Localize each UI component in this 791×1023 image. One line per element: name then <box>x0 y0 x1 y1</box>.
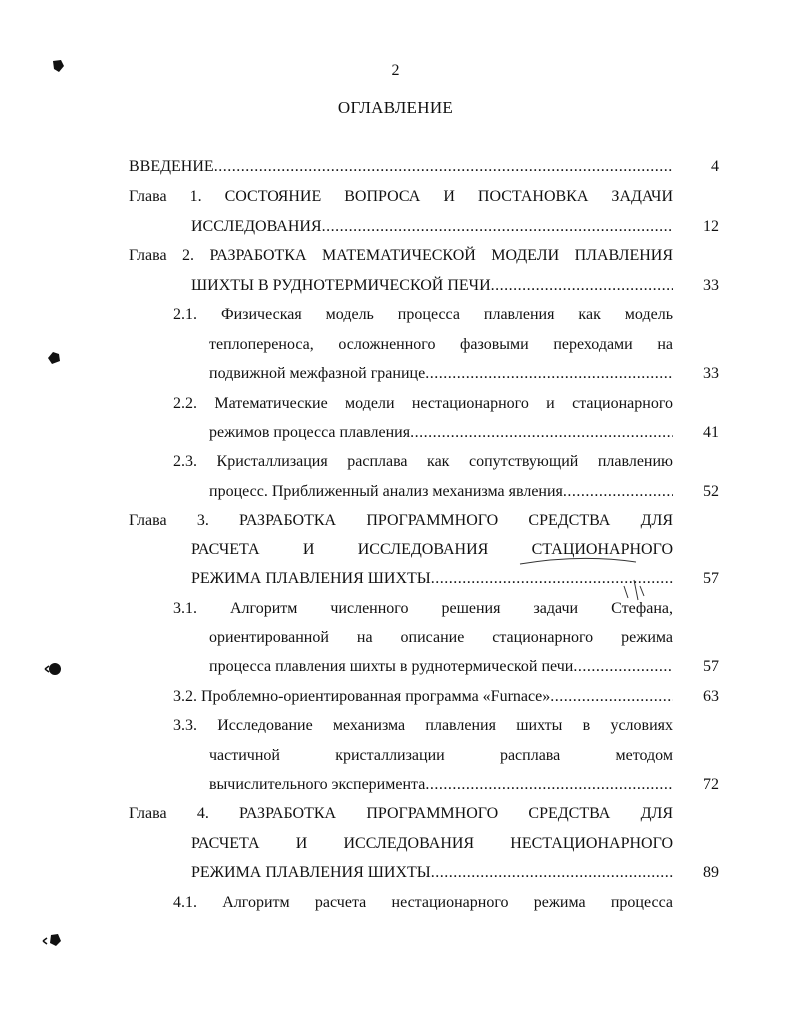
toc-entry-section-2-3: 2.3. Кристаллизация расплава как сопутствующий плавлению <box>173 453 673 470</box>
toc-entry-section-4-1: 4.1. Алгоритм расчета нестационарного режима процесса <box>173 894 673 911</box>
toc-entry-introduction: ВВЕДЕНИЕ ..... <box>129 152 673 182</box>
toc-entry-chapter-2: Глава 2. РАЗРАБОТКА МАТЕМАТИЧЕСКОЙ МОДЕЛИ ПЛАВЛЕНИЯ <box>129 247 673 264</box>
toc-entry-section-3-2: 3.2. Проблемно-ориентированная программа «Furnace» ..... <box>173 682 673 712</box>
toc-title: ОГЛАВЛЕНИЕ <box>337 98 454 117</box>
binder-hole-mark <box>50 58 66 79</box>
toc-entry-section-3-1-cont: ориентированной на описание стационарного режима <box>209 629 673 646</box>
binder-hole-mark <box>42 932 62 953</box>
toc-page-number: 63 <box>703 688 719 705</box>
toc-entry-section-2-3-cont: процесс. Приближенный анализ механизма явления ..... <box>209 477 673 507</box>
toc-entry-section-2-2-cont: режимов процесса плавления ..... <box>209 418 673 448</box>
toc-entry-chapter-3-cont: РАСЧЕТА И ИССЛЕДОВАНИЯ СТАЦИОНАРНОГО <box>191 541 673 558</box>
toc-page-number: 72 <box>703 776 719 793</box>
toc-entry-section-2-1: 2.1. Физическая модель процесса плавления как модель <box>173 306 673 323</box>
toc-page-number: 89 <box>703 864 719 881</box>
toc-entry-chapter-3-cont: РЕЖИМА ПЛАВЛЕНИЯ ШИХТЫ ..... <box>191 564 673 594</box>
toc-page-number: 33 <box>703 365 719 382</box>
toc-page-number: 33 <box>703 277 719 294</box>
toc-page-number: 57 <box>703 570 719 587</box>
toc-entry-section-2-1-cont: подвижной межфазной границе ..... <box>209 359 673 389</box>
toc-page-number: 52 <box>703 483 719 500</box>
toc-entry-chapter-4-cont: РЕЖИМА ПЛАВЛЕНИЯ ШИХТЫ ..... <box>191 858 673 888</box>
toc-page-number: 57 <box>703 658 719 675</box>
toc-entry-chapter-1: Глава 1. СОСТОЯНИЕ ВОПРОСА И ПОСТАНОВКА ЗАДАЧИ <box>129 188 673 205</box>
toc-page-number: 4 <box>711 158 719 175</box>
toc-page-number: 41 <box>703 424 719 441</box>
binder-hole-mark <box>44 661 62 682</box>
toc-entry-section-3-3-cont: частичной кристаллизации расплава методом <box>209 747 673 764</box>
toc-entry-chapter-4: Глава 4. РАЗРАБОТКА ПРОГРАММНОГО СРЕДСТВА ДЛЯ <box>129 805 673 822</box>
toc-entry-chapter-3: Глава 3. РАЗРАБОТКА ПРОГРАММНОГО СРЕДСТВА ДЛЯ <box>129 512 673 529</box>
toc-entry-chapter-2-cont: ШИХТЫ В РУДНОТЕРМИЧЕСКОЙ ПЕЧИ ..... <box>191 271 673 301</box>
toc-entry-section-3-1-cont: процесса плавления шихты в руднотермической печи ..... <box>209 652 673 682</box>
toc-entry-section-3-3: 3.3. Исследование механизма плавления шихты в условиях <box>173 717 673 734</box>
toc-page-number: 12 <box>703 218 719 235</box>
binder-hole-mark <box>46 350 62 371</box>
toc-entry-section-2-2: 2.2. Математические модели нестационарного и стационарного <box>173 395 673 412</box>
toc-entry-chapter-1-cont: ИССЛЕДОВАНИЯ ..... <box>191 212 673 242</box>
toc-entry-chapter-4-cont: РАСЧЕТА И ИССЛЕДОВАНИЯ НЕСТАЦИОНАРНОГО <box>191 835 673 852</box>
toc-entry-section-3-3-cont: вычислительного эксперимента ..... <box>209 770 673 800</box>
toc-entry-section-2-1-cont: теплопереноса, осложненного фазовыми переходами на <box>209 336 673 353</box>
toc-entry-section-3-1: 3.1. Алгоритм численного решения задачи Стефана, <box>173 600 673 617</box>
page-number: 2 <box>391 62 400 79</box>
